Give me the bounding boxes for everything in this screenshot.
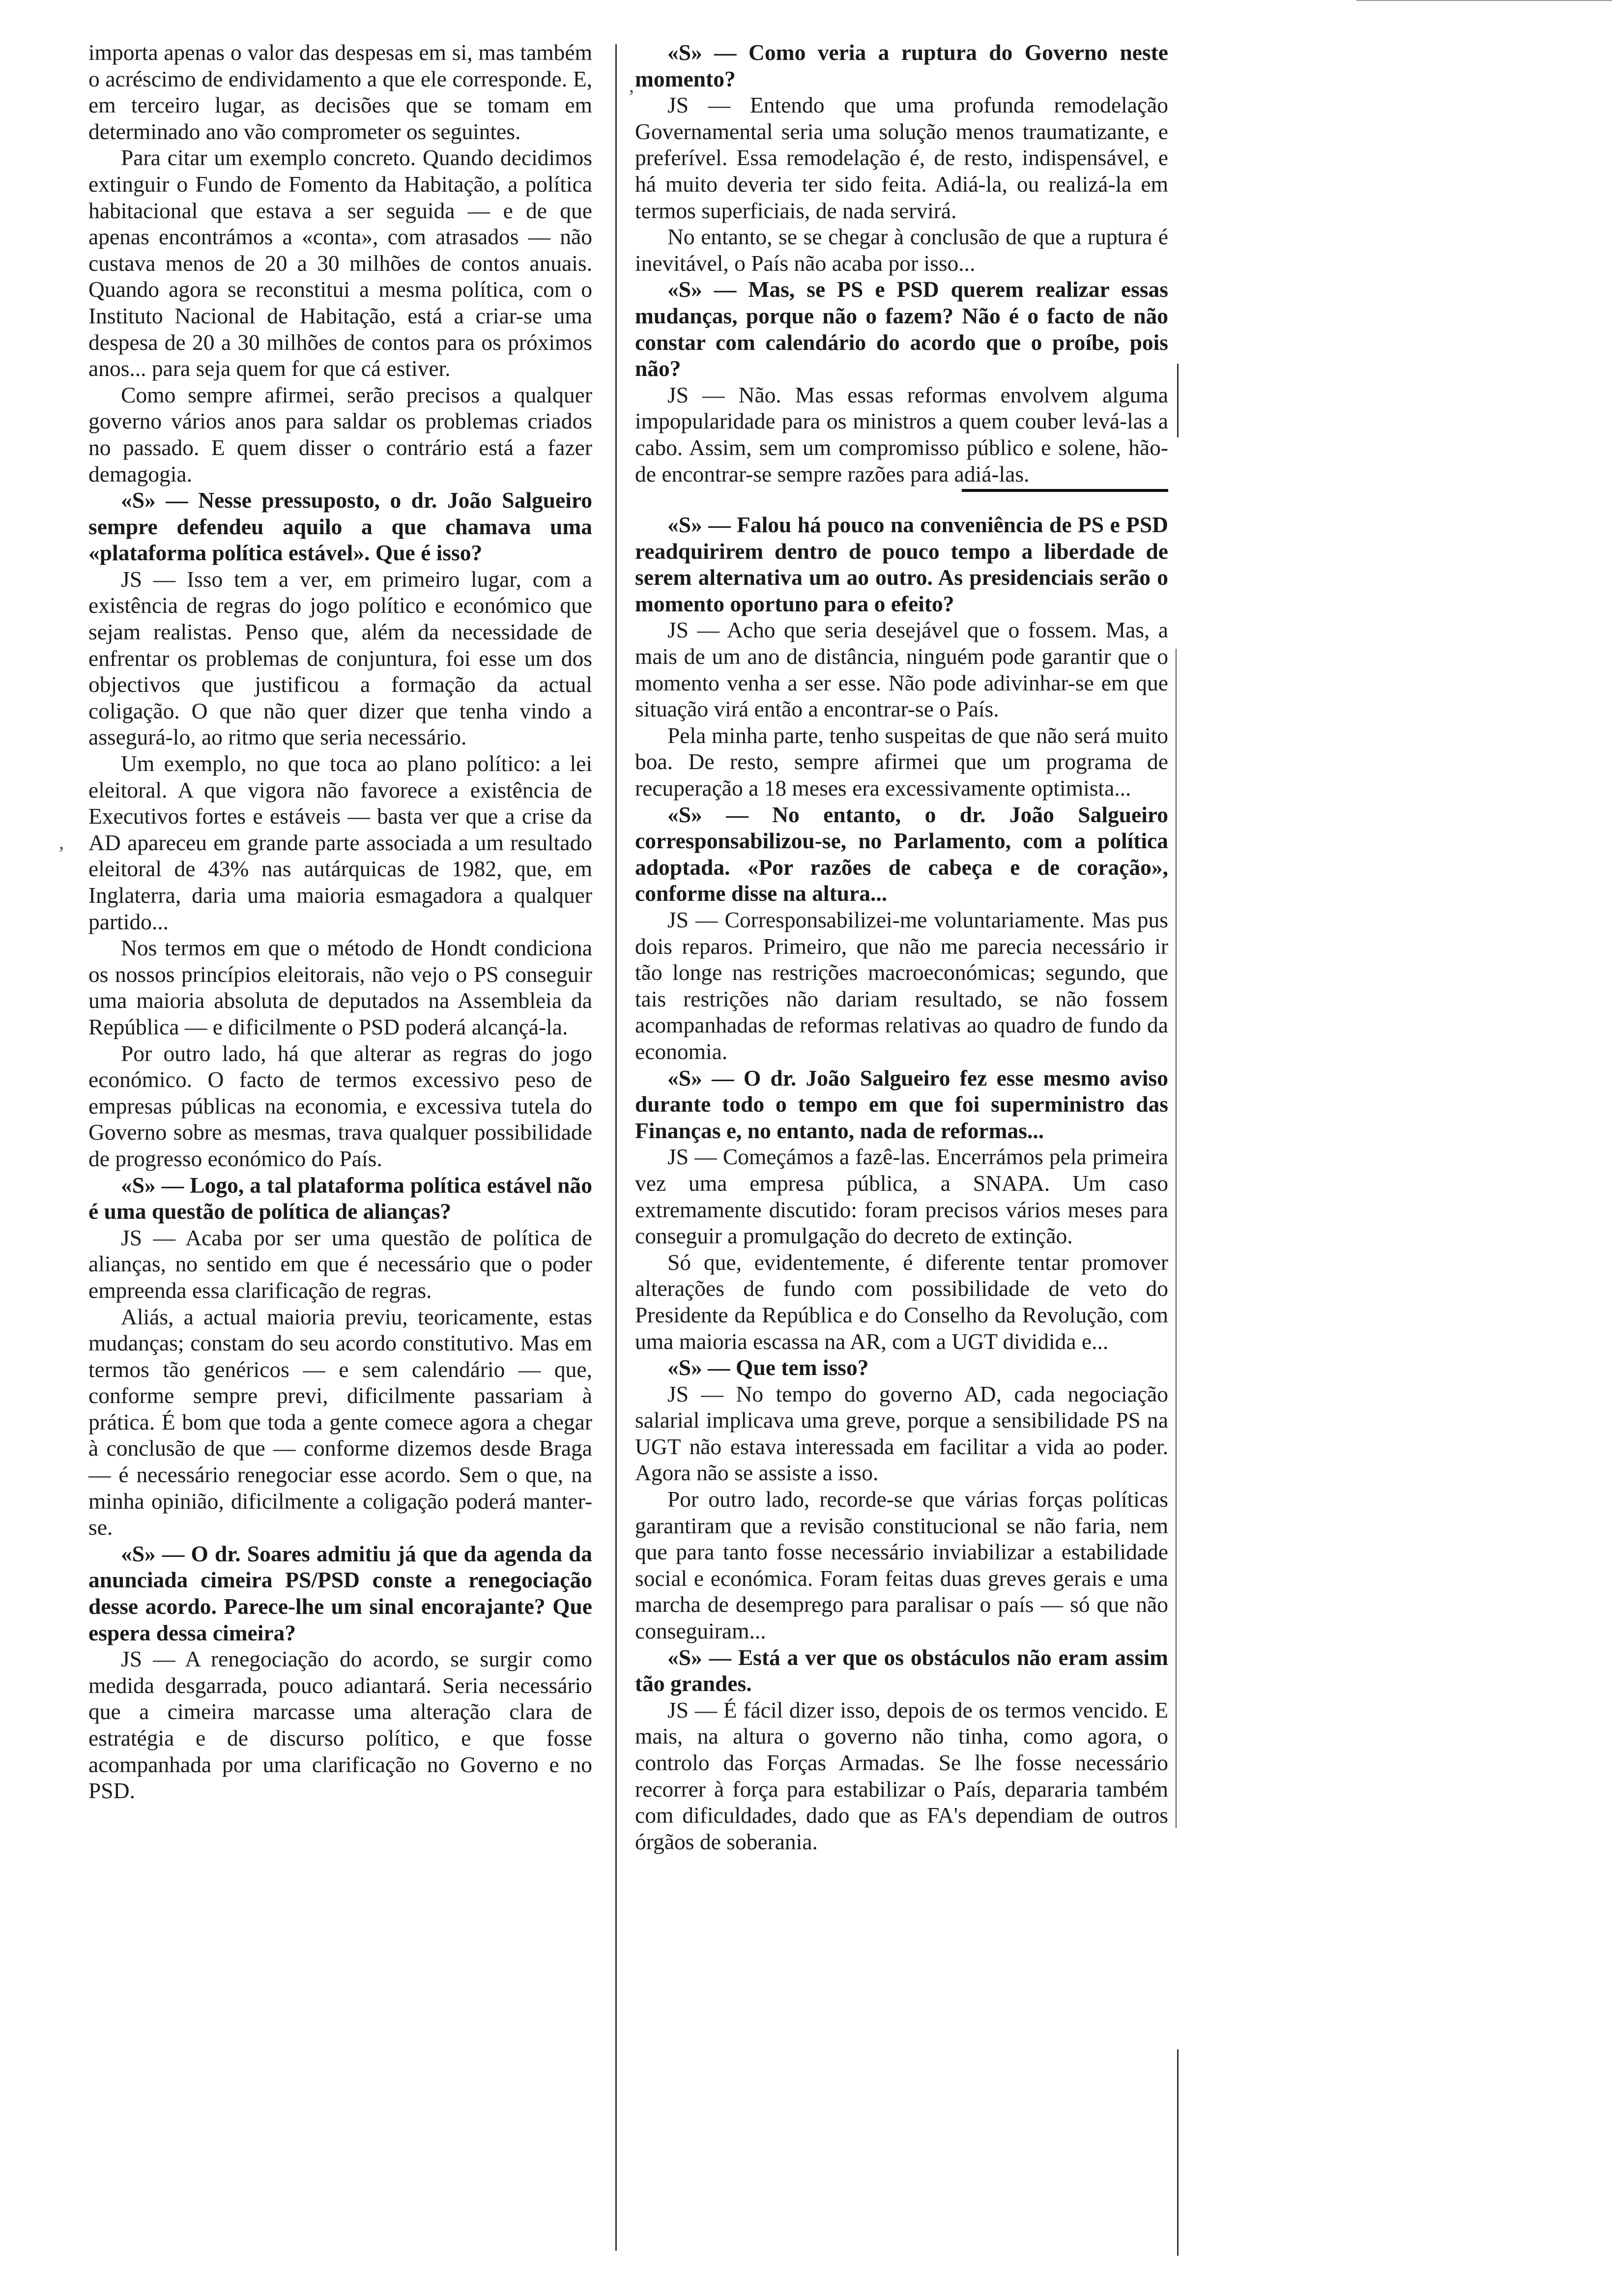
interview-paragraph: JS — Entendo que uma profunda remodelação Governamental seria uma solução menos traumatizante, e preferível. Essa remodelação é, de resto, indispensável, e há muito deveria ter sido feita. Adiá-la, ou realizá-la em termos superficiais, de nada servirá. [635, 92, 1168, 223]
top-edge-rule [1356, 0, 1612, 1]
right-margin-mark [1177, 2049, 1179, 2256]
interview-question: «S» — O dr. João Salgueiro fez esse mesmo aviso durante todo o tempo em que foi superministro das Finanças e, no entanto, nada de reformas... [635, 1065, 1168, 1143]
interview-paragraph: JS — Não. Mas essas reformas envolvem alguma impopularidade para os ministros a quem couber levá-las a cabo. Assim, sem um compromisso público e solene, hão-de encontrar-se sempre razões para adiá-las. [635, 382, 1168, 487]
interview-question: «S» — O dr. Soares admitiu já que da agenda da anunciada cimeira PS/PSD conste a renegociação desse acordo. Parece-lhe um sinal encorajante? Que espera dessa cimeira? [88, 1541, 592, 1645]
interview-question: «S» — Como veria a ruptura do Governo neste momento? [635, 40, 1168, 91]
interview-paragraph: Por outro lado, há que alterar as regras do jogo económico. O facto de termos excessivo peso de empresas públicas na economia, e excessiva tutela do Governo sobre as mesmas, trava qualquer possibilidade de progresso económico do País. [88, 1040, 592, 1171]
interview-question: «S» — Falou há pouco na conveniência de PS e PSD readquirirem dentro de pouco tempo a liberdade de serem alternativa um ao outro. As presidenciais serão o momento oportuno para o efeito? [635, 512, 1168, 616]
section-separator [962, 489, 1168, 492]
interview-question: «S» — Logo, a tal plataforma política estável não é uma questão de política de alianças? [88, 1172, 592, 1224]
scan-speck: , [59, 831, 64, 853]
right-column [635, 39, 1168, 1855]
interview-paragraph: JS — No tempo do governo AD, cada negociação salarial implicava uma greve, porque a sensibilidade PS na UGT não estava interessada em facilitar a vida ao poder. Agora não se assiste a isso. [635, 1381, 1168, 1486]
interview-question: «S» — Está a ver que os obstáculos não eram assim tão grandes. [635, 1644, 1168, 1696]
interview-paragraph: JS — Isso tem a ver, em primeiro lugar, com a existência de regras do jogo político e económico que sejam realistas. Penso que, além da necessidade de enfrentar os problemas de conjuntura, foi esse um dos objectivos que justificou a formação da actual coligação. O que não quer dizer que tenha vindo a assegurá-lo, ao ritmo que seria necessário. [88, 566, 592, 750]
interview-paragraph: Por outro lado, recorde-se que várias forças políticas garantiram que a revisão constitucional se não faria, nem que para tanto fosse necessário inviabilizar a estabilidade social e económica. Foram feitas duas greves gerais e uma marcha de desemprego para paralisar o país — só que não conseguiram... [635, 1487, 1168, 1644]
scan-speck: , [629, 74, 634, 96]
left-column [88, 39, 592, 1804]
interview-paragraph: Um exemplo, no que toca ao plano político: a lei eleitoral. A que vigora não favorece a existência de Executivos fortes e estáveis — basta ver que a crise da AD apareceu em grande parte associada a um resultado eleitoral de 43% nas autárquicas de 1982, que, em Inglaterra, daria uma maioria esmagadora a qualquer partido... [88, 751, 592, 934]
interview-paragraph: JS — Acho que seria desejável que o fossem. Mas, a mais de um ano de distância, ninguém pode garantir que o momento venha a ser esse. Não pode adivinhar-se em que situação virá então a encontrar-se o País. [635, 617, 1168, 722]
interview-paragraph: Para citar um exemplo concreto. Quando decidimos extinguir o Fundo de Fomento da Habitação, a política habitacional que estava a ser seguida — e de que apenas encontrámos a «conta», com atrasados — não custava menos de 20 a 30 milhões de contos anuais. Quando agora se reconstitui a mesma política, com o Instituto Nacional de Habitação, está a criar-se uma despesa de 20 a 30 milhões de contos para os próximos anos... para seja quem for que cá estiver. [88, 145, 592, 381]
interview-paragraph: Pela minha parte, tenho suspeitas de que não será muito boa. De resto, sempre afirmei que um programa de recuperação a 18 meses era excessivamente optimista... [635, 722, 1168, 801]
interview-paragraph: Aliás, a actual maioria previu, teoricamente, estas mudanças; constam do seu acordo constitutivo. Mas em termos tão genéricos — e sem calendário — que, conforme sempre previ, dificilmente passariam à prática. É bom que toda a gente comece agora a chegar à conclusão de que — conforme dizemos desde Braga — é necessário renegociar esse acordo. Sem o que, na minha opinião, dificilmente a coligação poderá manter-se. [88, 1304, 592, 1540]
interview-question: «S» — Nesse pressuposto, o dr. João Salgueiro sempre defendeu aquilo a que chamava uma «plataforma política estável». Que é isso? [88, 488, 592, 566]
interview-paragraph: Como sempre afirmei, serão precisos a qualquer governo vários anos para saldar os problemas criados no passado. E quem disser o contrário está a fazer demagogia. [88, 382, 592, 487]
interview-paragraph: No entanto, se se chegar à conclusão de que a ruptura é inevitável, o País não acaba por isso... [635, 224, 1168, 276]
column-divider [615, 44, 617, 2251]
interview-paragraph: JS — A renegociação do acordo, se surgir como medida desgarrada, pouco adiantará. Seria necessário que a cimeira marcasse uma alteração clara de estratégia e de discurso político, e que fosse acompanhada por uma clarificação no Governo e no PSD. [88, 1646, 592, 1804]
interview-paragraph: JS — É fácil dizer isso, depois de os termos vencido. E mais, na altura o governo não tinha, como agora, o controlo das Forças Armadas. Se lhe fosse necessário recorrer à força para estabilizar o País, depararia também com dificuldades, dado que as FA's dependiam de outros órgãos de soberania. [635, 1697, 1168, 1854]
interview-question: «S» — No entanto, o dr. João Salgueiro corresponsabilizou-se, no Parlamento, com a política adoptada. «Por razões de cabeça e de coração», conforme disse na altura... [635, 802, 1168, 906]
interview-question: «S» — Mas, se PS e PSD querem realizar essas mudanças, porque não o fazem? Não é o facto de não constar com calendário do acordo que o proíbe, pois não? [635, 277, 1168, 381]
interview-paragraph: JS — Começámos a fazê-las. Encerrámos pela primeira vez uma empresa pública, a SNAPA. Um caso extremamente discutido: foram precisos vários meses para conseguir a promulgação do decreto de extinção. [635, 1144, 1168, 1249]
interview-paragraph: JS — Corresponsabilizei-me voluntariamente. Mas pus dois reparos. Primeiro, que não me parecia necessário ir tão longe nas restrições macroeconómicas; segundo, que tais restrições não dariam resultado, se não fossem acompanhadas de reformas relativas ao quadro de fundo da economia. [635, 907, 1168, 1064]
interview-paragraph: Nos termos em que o método de Hondt condiciona os nossos princípios eleitorais, não vejo o PS conseguir uma maioria absoluta de deputados na Assembleia da República — e dificilmente o PSD poderá alcançá-la. [88, 935, 592, 1039]
interview-question: «S» — Que tem isso? [667, 1355, 869, 1380]
interview-paragraph: importa apenas o valor das despesas em si, mas também o acréscimo de endividamento a que ele corresponde. E, em terceiro lugar, as decisões que se tomam em determinado ano vão comprometer os seguintes. [88, 40, 592, 144]
interview-paragraph: JS — Acaba por ser uma questão de política de alianças, no sentido em que é necessário que o poder empreenda essa clarificação de regras. [88, 1225, 592, 1303]
interview-paragraph: Só que, evidentemente, é diferente tentar promover alterações de fundo com possibilidade de veto do Presidente da República e do Conselho da Revolução, com uma maioria escassa na AR, com a UGT dividida e... [635, 1249, 1168, 1354]
right-margin-mark [1177, 364, 1179, 437]
right-margin-mark [1176, 649, 1177, 1828]
